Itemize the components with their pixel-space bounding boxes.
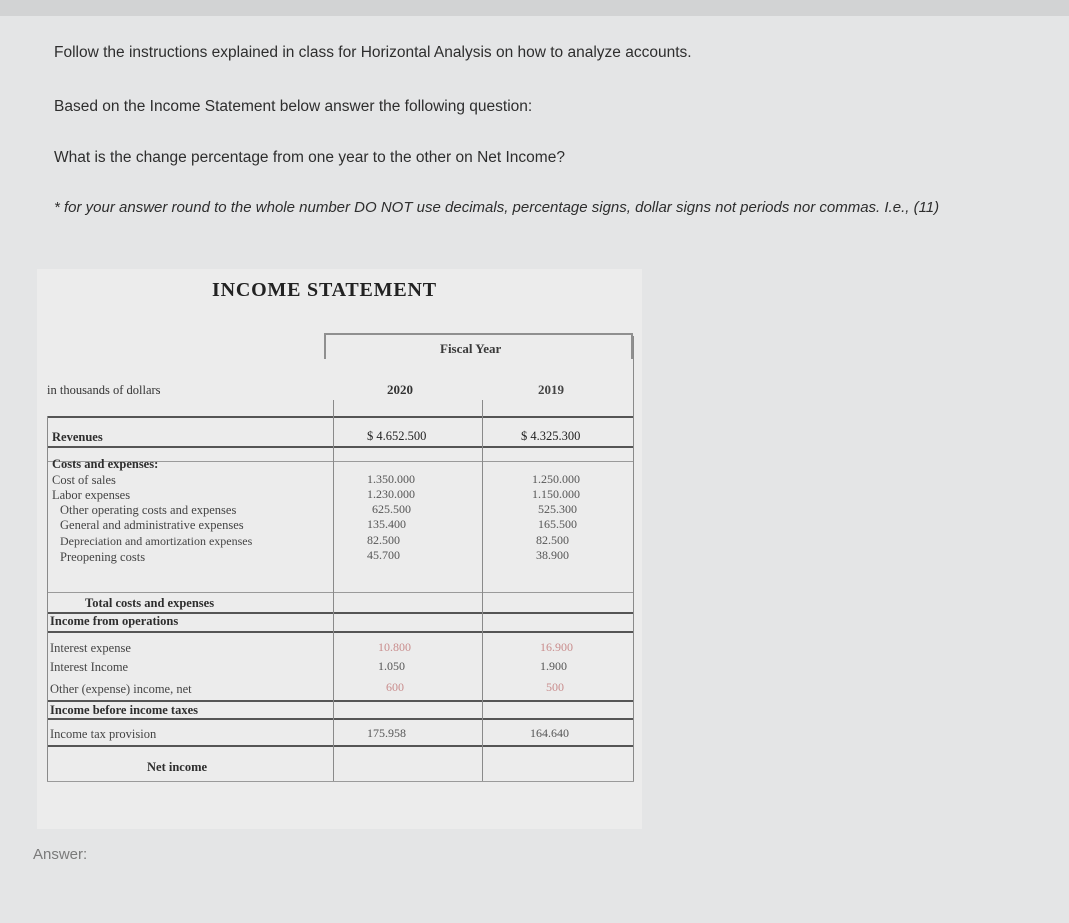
table-border: [633, 336, 634, 781]
cell-labor-expenses-2019: 1.150.000: [532, 487, 580, 501]
row-costs-header-label: Costs and expenses:: [52, 457, 159, 471]
row-income-tax-label: Income tax provision: [50, 727, 157, 741]
cell-preopening-2019: 38.900: [536, 548, 569, 562]
cell-labor-expenses-2020: 1.230.000: [367, 487, 415, 501]
cell-revenues-2019: $ 4.325.300: [521, 429, 581, 443]
row-labor-expenses-label: Labor expenses: [52, 488, 131, 502]
cell-interest-income-2019: 1.900: [540, 659, 567, 673]
cell-depreciation-2019: 82.500: [536, 533, 569, 547]
cell-other-operating-2019: 525.300: [538, 502, 577, 516]
question-context: Based on the Income Statement below answer the following question:: [54, 98, 533, 115]
table-rule: [47, 416, 634, 418]
answer-label: Answer:: [33, 846, 88, 863]
cell-general-admin-2019: 165.500: [538, 517, 577, 531]
answer-format-note: * for your answer round to the whole number DO NOT use decimals, percentage signs, dollar signs not periods nor commas. I.e., (11): [54, 199, 940, 216]
table-rule-thin: [47, 781, 634, 782]
year-2019-header: 2019: [538, 382, 564, 397]
table-border: [333, 400, 334, 781]
table-rule: [47, 631, 634, 633]
cell-other-expense-2020: 600: [386, 680, 404, 694]
question-instruction: Follow the instructions explained in class for Horizontal Analysis on how to analyze accounts.: [54, 44, 692, 61]
top-strip: [0, 0, 1069, 16]
cell-cost-of-sales-2019: 1.250.000: [532, 472, 580, 486]
row-interest-expense-label: Interest expense: [50, 641, 131, 655]
cell-interest-expense-2019: 16.900: [540, 640, 573, 654]
cell-income-tax-2020: 175.958: [367, 726, 406, 740]
row-total-costs-label: Total costs and expenses: [85, 596, 215, 610]
year-2020-header: 2020: [387, 382, 413, 397]
table-border: [47, 416, 48, 781]
cell-interest-income-2020: 1.050: [378, 659, 405, 673]
row-other-operating-costs-label: Other operating costs and expenses: [60, 503, 237, 517]
row-other-expense-label: Other (expense) income, net: [50, 682, 192, 696]
cell-preopening-2020: 45.700: [367, 548, 400, 562]
table-rule: [47, 718, 634, 720]
table-border: [482, 400, 483, 781]
cell-revenues-2020: $ 4.652.500: [367, 429, 427, 443]
units-label: in thousands of dollars: [47, 383, 161, 397]
row-cost-of-sales-label: Cost of sales: [52, 473, 116, 487]
cell-other-operating-2020: 625.500: [372, 502, 411, 516]
row-interest-income-label: Interest Income: [50, 660, 129, 674]
cell-depreciation-2020: 82.500: [367, 533, 400, 547]
row-preopening-label: Preopening costs: [60, 550, 146, 564]
row-general-admin-label: General and administrative expenses: [60, 518, 244, 532]
row-net-income-label: Net income: [147, 760, 208, 774]
cell-income-tax-2019: 164.640: [530, 726, 569, 740]
row-revenues-label: Revenues: [52, 430, 103, 444]
row-income-before-taxes-label: Income before income taxes: [50, 703, 198, 717]
income-statement-title: INCOME STATEMENT: [212, 279, 437, 301]
table-rule-thin: [47, 592, 634, 593]
table-rule: [47, 446, 634, 448]
cell-cost-of-sales-2020: 1.350.000: [367, 472, 415, 486]
table-rule: [47, 700, 634, 702]
row-income-from-operations-label: Income from operations: [50, 614, 179, 628]
question-prompt: What is the change percentage from one year to the other on Net Income?: [54, 149, 565, 166]
cell-interest-expense-2020: 10.800: [378, 640, 411, 654]
row-depreciation-label: Depreciation and amortization expenses: [60, 534, 253, 548]
fiscal-year-label: Fiscal Year: [440, 341, 502, 356]
cell-general-admin-2020: 135.400: [367, 517, 406, 531]
table-rule: [47, 745, 634, 747]
cell-other-expense-2019: 500: [546, 680, 564, 694]
